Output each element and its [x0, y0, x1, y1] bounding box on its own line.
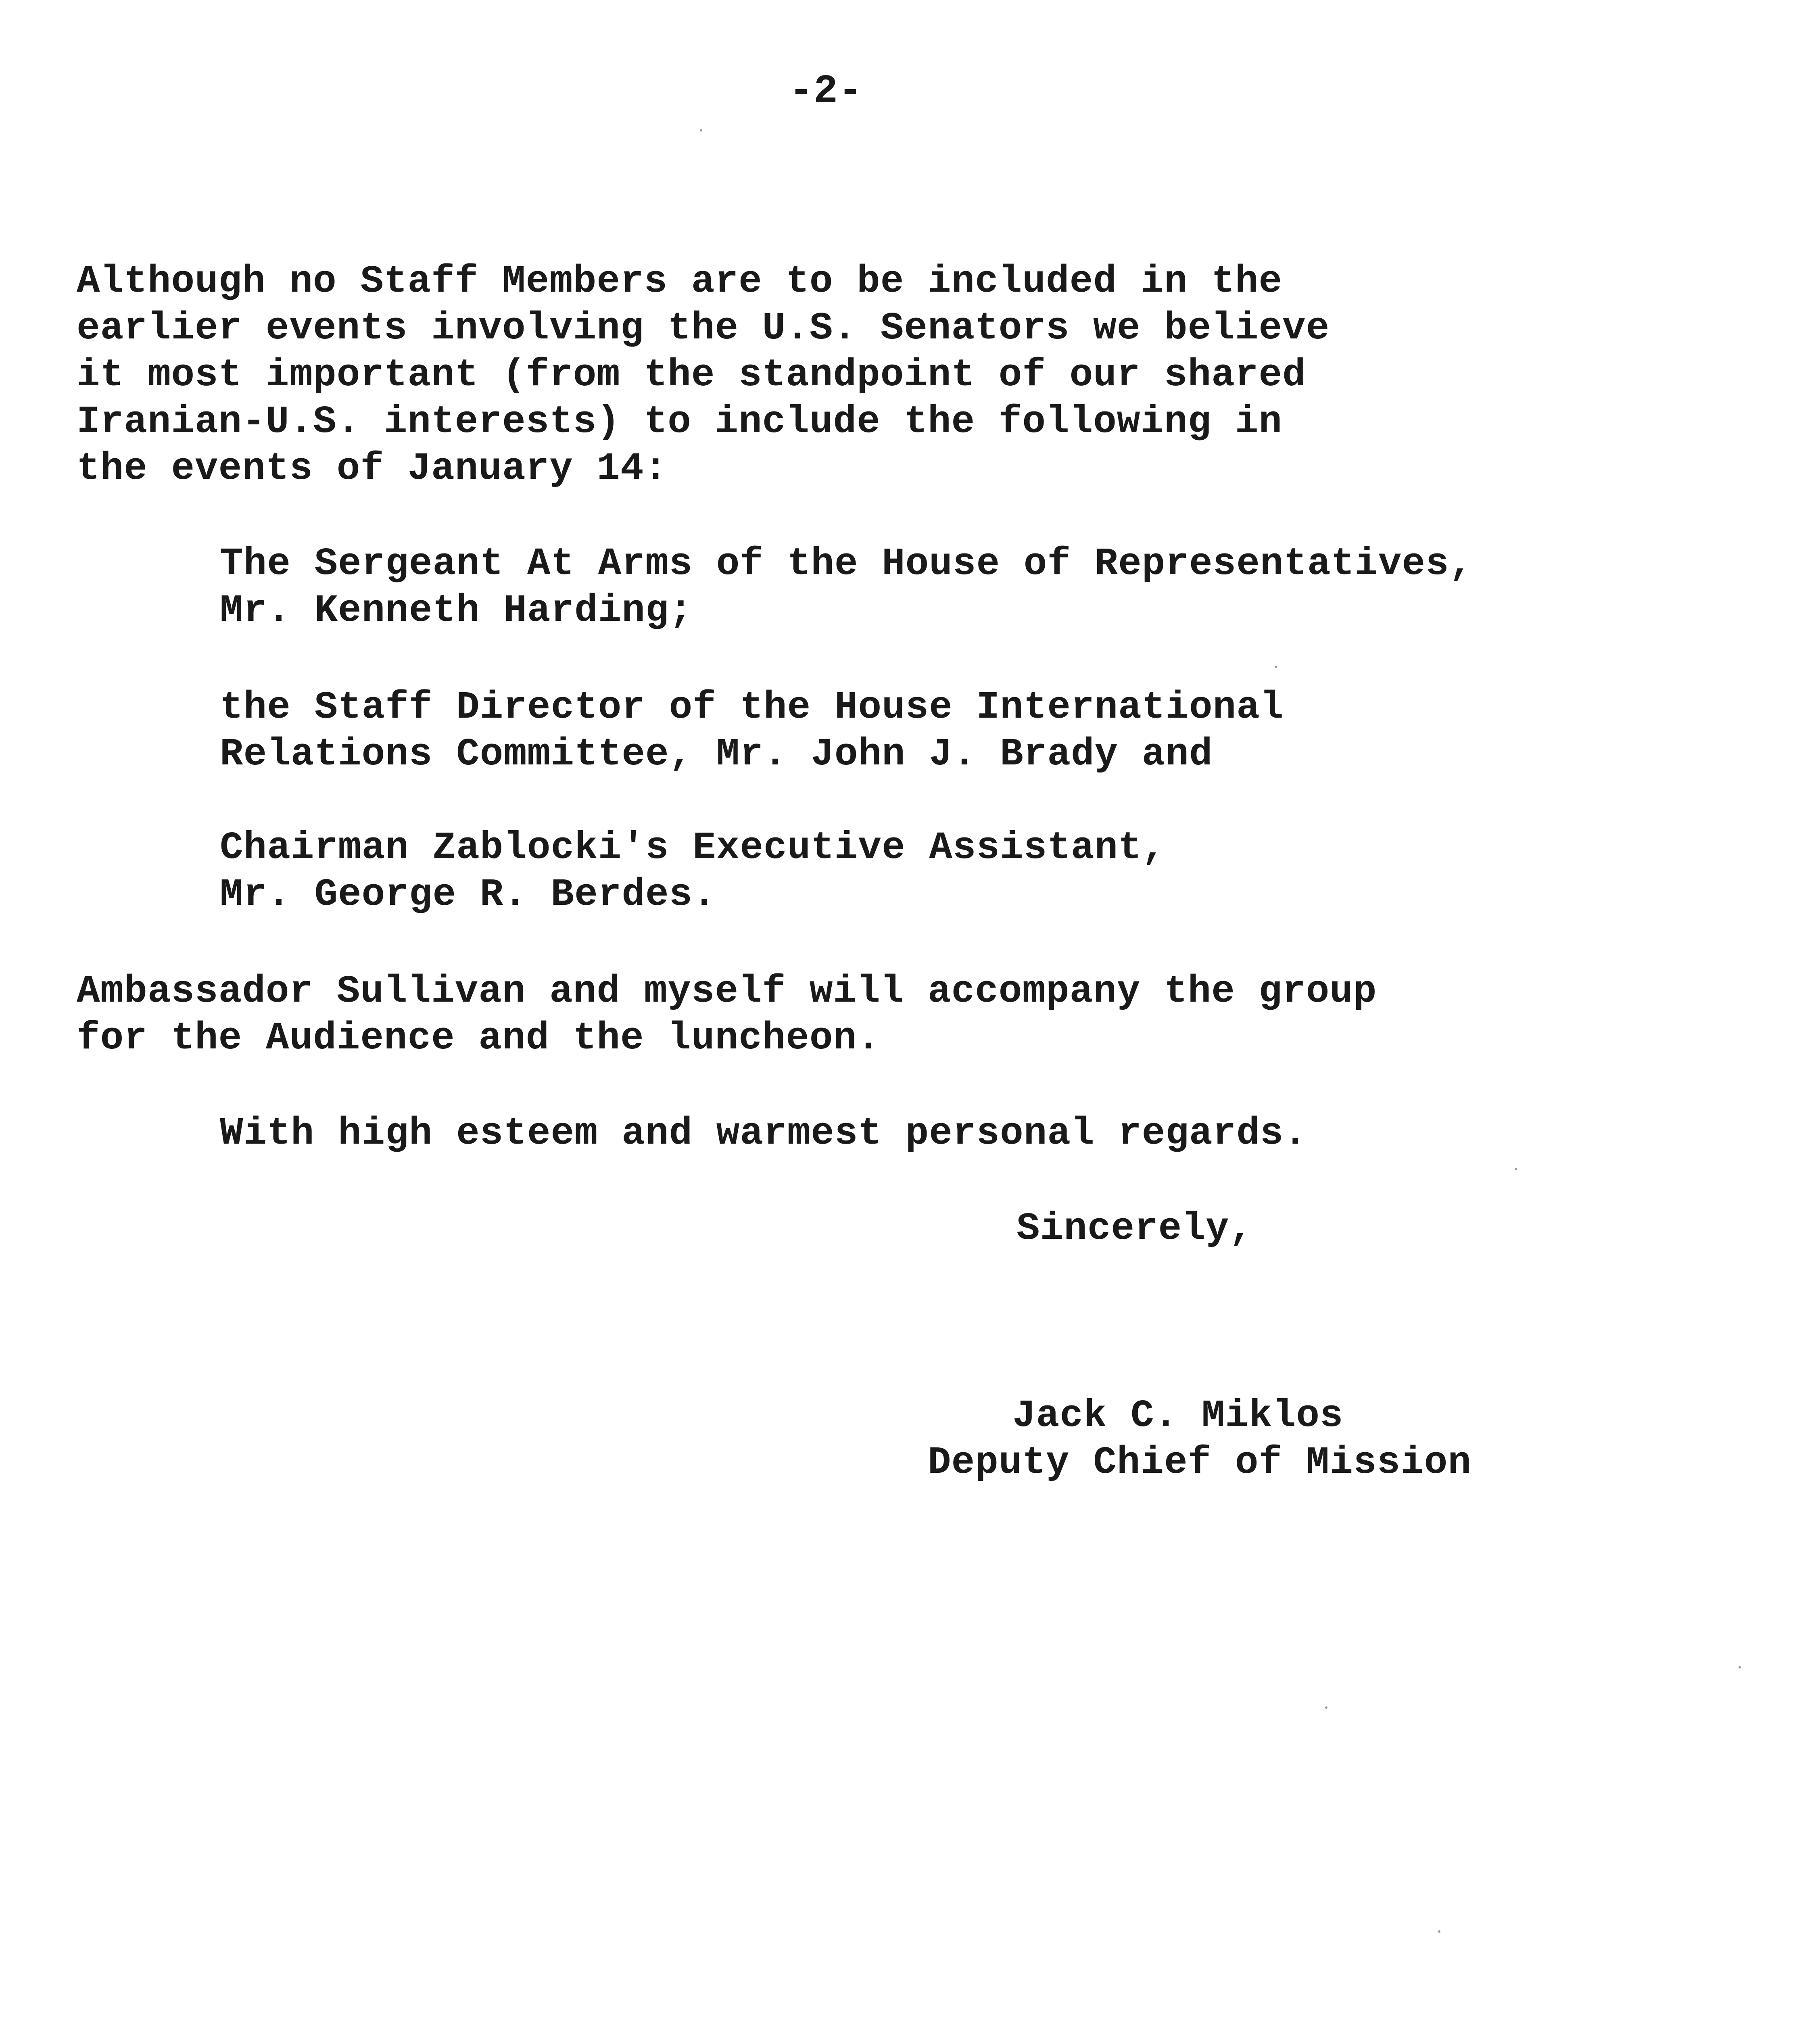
signer-name: Jack C. Miklos: [1012, 1394, 1344, 1438]
scan-speck: [1739, 1666, 1741, 1668]
paragraph-line: Although no Staff Members are to be included in the: [77, 259, 1283, 303]
paragraph-line: the events of January 14:: [77, 447, 668, 491]
list-item-line: The Sergeant At Arms of the House of Representatives,: [220, 542, 1473, 586]
scan-speck: [1325, 1706, 1327, 1709]
closing: Sincerely,: [1016, 1207, 1253, 1251]
signer-title: Deputy Chief of Mission: [928, 1441, 1472, 1485]
list-item-line: the Staff Director of the House International: [220, 685, 1284, 729]
list-item-line: Relations Committee, Mr. John J. Brady and: [220, 732, 1213, 776]
scan-speck: [1438, 1930, 1440, 1933]
paragraph-line: earlier events involving the U.S. Senators we believe: [77, 306, 1330, 350]
list-item-line: Mr. Kenneth Harding;: [220, 589, 693, 633]
list-item-line: Chairman Zablocki's Executive Assistant,: [220, 826, 1166, 870]
regards-line: With high esteem and warmest personal regards.: [220, 1111, 1308, 1155]
scan-speck: [700, 129, 702, 132]
paragraph-line: Iranian-U.S. interests) to include the following in: [77, 400, 1283, 444]
list-item-line: Mr. George R. Berdes.: [220, 873, 716, 917]
page-number: -2-: [789, 69, 863, 115]
scan-speck: [1275, 666, 1277, 668]
scan-speck: [1515, 1168, 1517, 1170]
paragraph-line: Ambassador Sullivan and myself will accompany the group: [77, 969, 1377, 1013]
paragraph-line: for the Audience and the luncheon.: [77, 1016, 881, 1060]
paragraph-line: it most important (from the standpoint of our shared: [77, 353, 1306, 397]
